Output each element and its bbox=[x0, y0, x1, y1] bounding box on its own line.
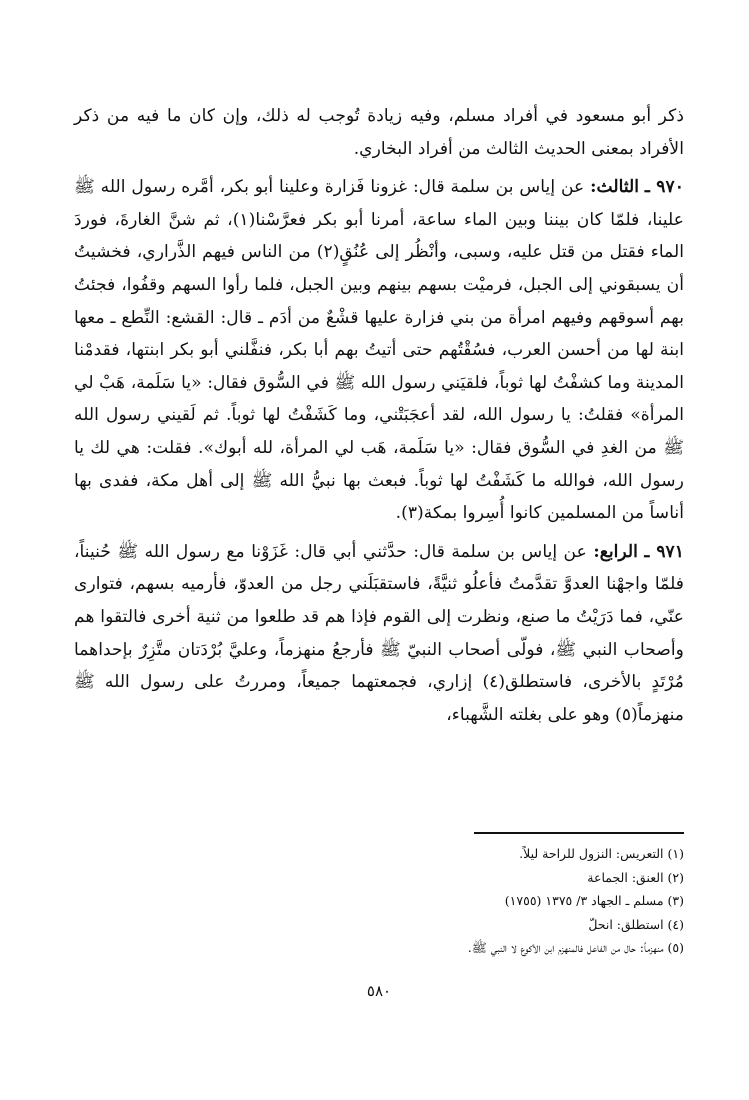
footnotes bbox=[74, 842, 684, 960]
page-number: ٥٨٠ bbox=[366, 982, 392, 1000]
hadith-number: ٩٧٠ ـ bbox=[644, 177, 684, 198]
footnote-1: (١) التعريس: النزول للراحة ليلاً. bbox=[519, 846, 684, 861]
book-page bbox=[74, 100, 685, 1000]
footnote-3: (٣) مسلم ـ الجهاد ٣/ ١٣٧٥ (١٧٥٥) bbox=[504, 893, 684, 908]
hadith-text: عن إياس بن سلمة قال: غزونا فَزارة وعلينا أبو بكر، أمَّره رسول الله ﷺ علينا، فلمّا كان بيننا وبين الماء ساعة، أمرنا أبو بكر فعرَّسْنا(١)، ثم شنَّ الغارةَ، فوردَ الماء فقتل من قتل عليه، وسبى، وأنْظُر إلى عُنُقٍ(٢) من الناس فيهم الذَّراري، فخشيتُ أن يسبقوني إلى الجبل، فرميْت بسهم بينهم وبين الجبل، فلما رأوا السهم وقفُوا، فجئتُ بهم أسوقهم وفيهم امرأة من بني فزارة عليها قشْعٌ من أدَم ـ قال: القشع: النِّطع ـ معها ابنة لها من أحسن العرب، فسُقْتُهم حتى أتيتُ بهم أبا بكر، فنفَّلني أبو بكر ابنتها، فقدمْنا المدينة وما كشفْتُ لها ثوباً، فلقيَني رسول الله ﷺ في السُّوق فقال: «يا سَلَمة، هَبْ لي المرأة» فقلتُ: يا رسول الله، لقد أعجَبَتْني، وما كَشَفْتُ لها ثوباً. ثم لَقيني رسول الله ﷺ من الغدِ في السُّوق فقال: «يا سَلَمة، هَب لي المرأة، لله أبوك». فقلت: هي لك يا رسول الله، فوالله ما كَشَفْتُ لها ثوباً. فبعث بها نبيُّ الله ﷺ إلى أهل مكة، ففدى بها أناساً من المسلمين كانوا أُسِروا بمكة(٣). bbox=[74, 177, 685, 524]
hadith-title: الرابع: bbox=[593, 541, 638, 562]
footnote-4: (٤) استطلق: انحلّ bbox=[588, 916, 684, 932]
hadith-title: الثالث: bbox=[590, 177, 640, 198]
hadith-971 bbox=[74, 536, 684, 732]
paragraph-text: ذكر أبو مسعود في أفراد مسلم، وفيه زيادة تُوجب له ذلك، وإن كان ما فيه من ذكر الأفراد بمعنى الحديث الثالث من أفراد البخاري. bbox=[74, 106, 684, 159]
footnote-2: (٢) العنق: الجماعة bbox=[587, 869, 684, 885]
hadith-number: ٩٧١ ـ bbox=[644, 541, 685, 562]
hadith-970 bbox=[74, 171, 684, 530]
footnote-5: (٥) منهزماً: حال من الفاعل فالمنهزم ابن الأكوع لا النبي ﷺ. bbox=[467, 940, 684, 955]
paragraph-intro bbox=[74, 100, 684, 165]
main-text bbox=[74, 100, 684, 731]
hadith-text: عن إياس بن سلمة قال: حدَّثني أبي قال: غَزَوْنا مع رسول الله ﷺ حُنيناً، فلمّا واجهْنا العدوَّ تقدَّمتُ فأعلُو ثنيَّةً، فاستقبَلَني رجل من العدوّ، فأرميه بسهم، فتوارى عنّي، فما دَرَيْتُ ما صنع، ونظرت إلى القوم فإذا هم قد طلعوا من ثنية أخرى فالتقوا هم وأصحاب النبي ﷺ، فولّى أصحاب النبيّ ﷺ فأرجعُ منهزماً، وعليَّ بُرْدَتان متَّزِرٌ بإحداهما مُرْتَدٍ بالأخرى، فاستطلق(٤) إزاري، فجمعتهما جميعاً، ومررتُ على رسول الله ﷺ منهزماً(٥) وهو على بغلته الشَّهباء، bbox=[74, 541, 684, 725]
footnote-divider bbox=[474, 832, 684, 834]
